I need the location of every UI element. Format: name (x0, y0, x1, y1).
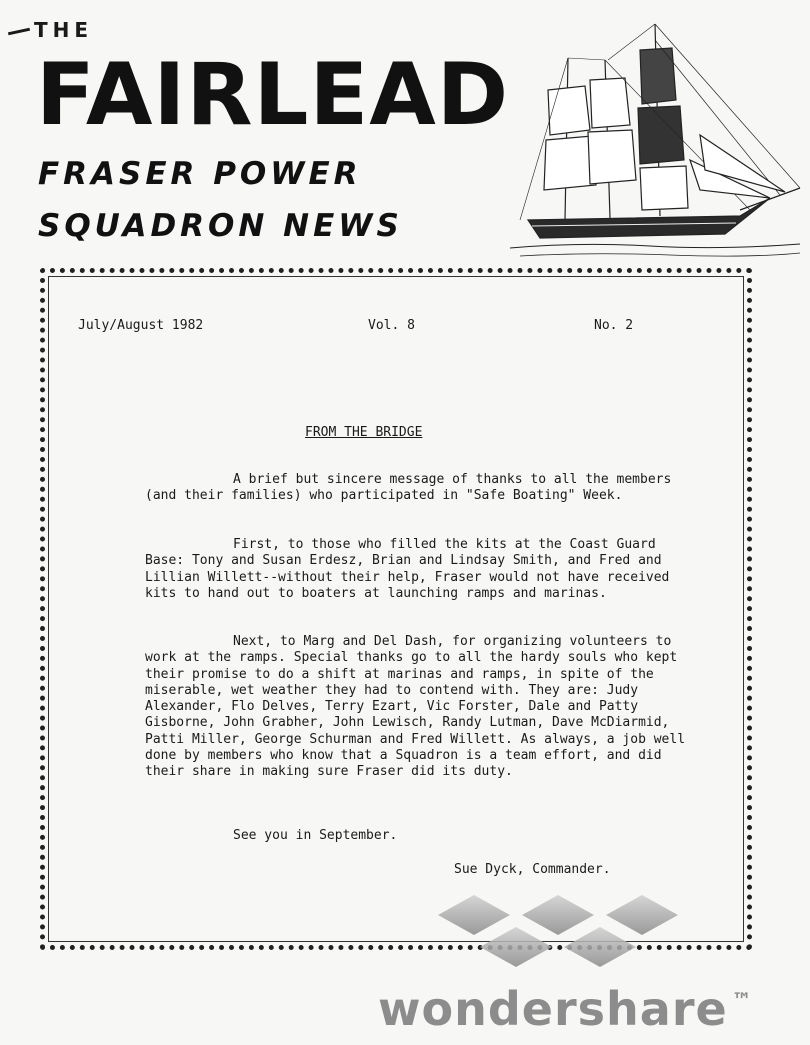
issue-date: July/August 1982 (78, 318, 204, 333)
issue-number: No. 2 (594, 318, 634, 333)
article-paragraph-3: Next, to Marg and Del Dash, for organizing volunteers to work at the ramps. Special thanks go to all the hardy souls who kept their promise to do a shift at marinas and ramps, in spite of the miserable, wet weather they had to contend with. They are: Judy Alexander, Flo Delves, Terry Ezart, Vic Forster, Dale and Patty Gisborne, John Grabher, John Lewisch, Randy Lutman, Dave McDiarmid, Patti Miller, George Schurman and Fred Willett. As always, a job well done by members who know that a Squadron is a team effort, and did their share in making sure Fraser did its duty. (145, 634, 686, 780)
article-paragraph-1: A brief but sincere message of thanks to all the members (and their families) who participated in "Safe Boating" Week. (145, 472, 672, 504)
sailing-ship-illustration (500, 20, 805, 265)
article-heading-wrap (0, 425, 810, 440)
masthead-dash (8, 28, 30, 36)
watermark-word: wondershare (378, 982, 728, 1036)
watermark-trademark: ™ (731, 988, 753, 1012)
watermark-text (378, 982, 753, 1036)
article-signature: Sue Dyck, Commander. (454, 862, 611, 877)
watermark-diamonds-icon (438, 895, 678, 975)
masthead-title: FAIRLEAD (36, 45, 510, 145)
chain-border-frame (40, 268, 752, 950)
masthead-subtitle-line1: FRASER POWER (38, 156, 362, 192)
article-closing: See you in September. (233, 828, 398, 843)
masthead-the (8, 18, 93, 42)
article-paragraph-2: First, to those who filled the kits at the Coast Guard Base: Tony and Susan Erdesz, Brian and Lindsay Smith, and Fred and Lillian Willett--without their help, Fraser would not have received kits to hand out to boaters at launching ramps and marinas. (145, 537, 670, 601)
masthead-the-label: THE (34, 18, 94, 42)
article-heading: FROM THE BRIDGE (305, 425, 423, 440)
masthead-subtitle-line2: SQUADRON NEWS (38, 208, 403, 244)
issue-volume: Vol. 8 (368, 318, 415, 333)
